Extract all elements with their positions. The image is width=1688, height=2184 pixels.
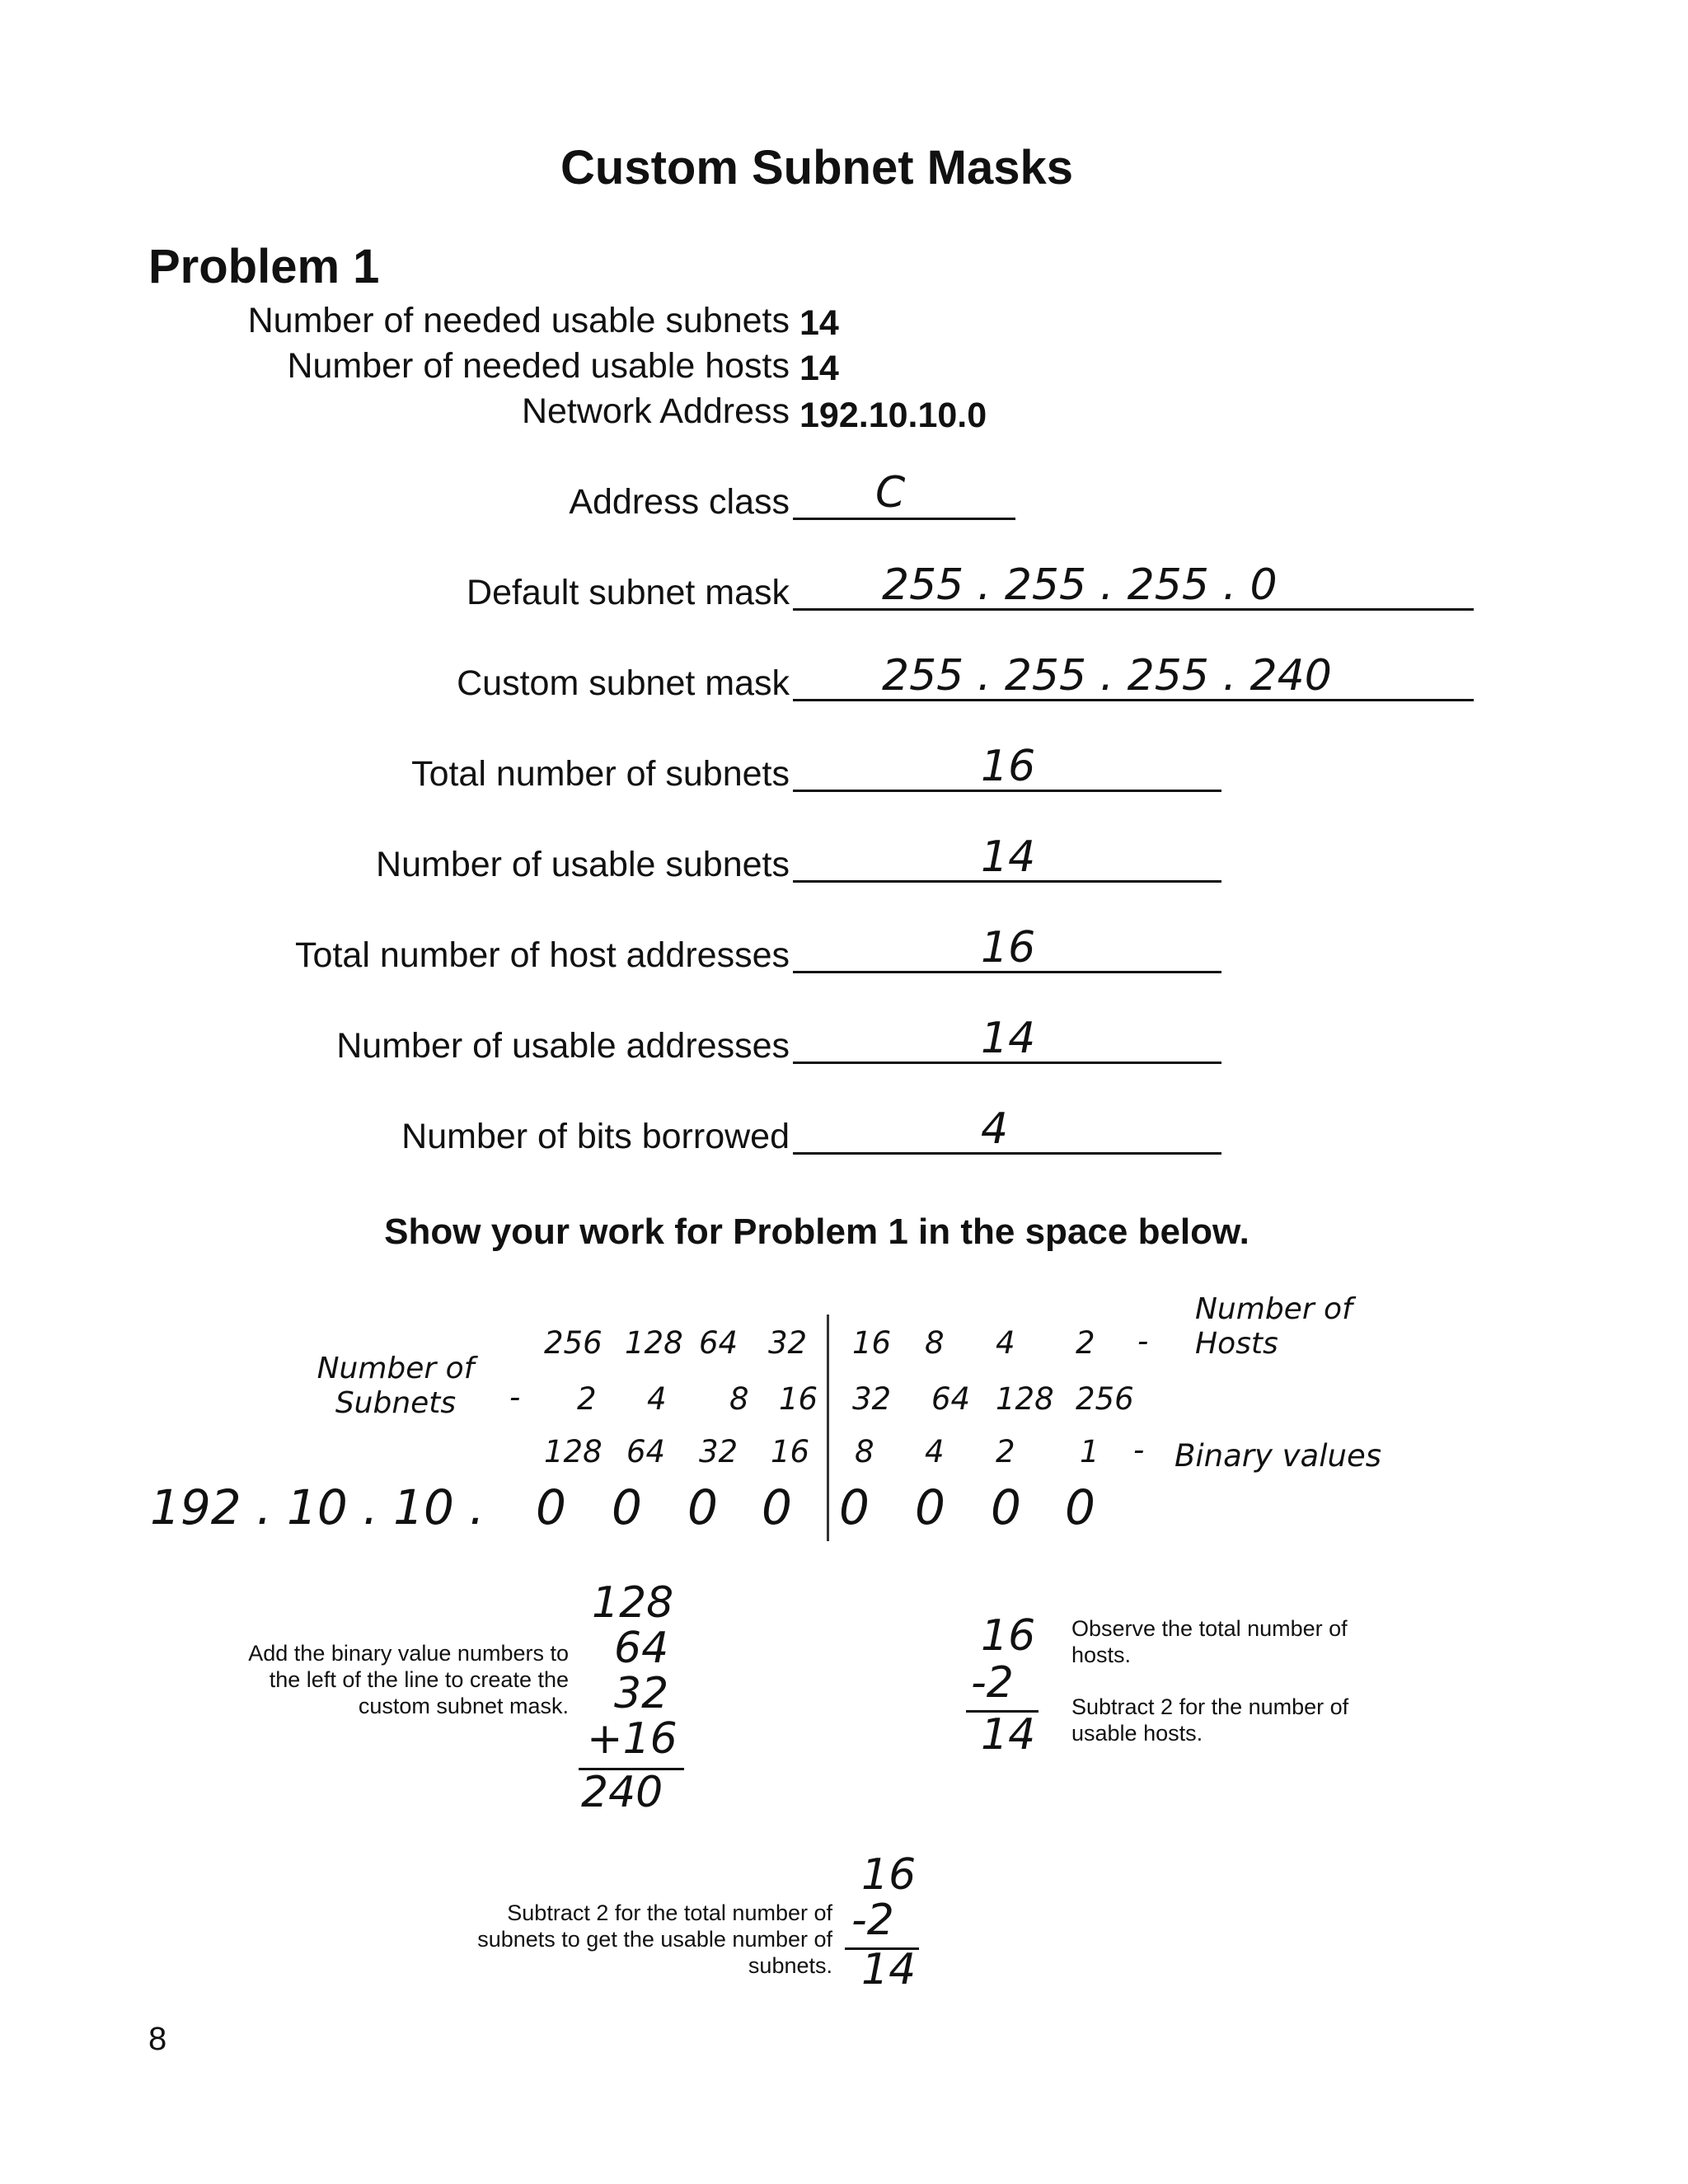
binary-value: 1 xyxy=(1080,1434,1100,1469)
usable-addresses-answer: 14 xyxy=(981,1014,1036,1063)
bit: 0 xyxy=(915,1479,945,1535)
answer-line xyxy=(793,518,1015,520)
custom-mask-label: Custom subnet mask xyxy=(457,663,790,703)
subnet-value: 32 xyxy=(852,1381,892,1417)
add-note: Add the binary value numbers to the left of the line to create the custom subnet mask. xyxy=(248,1641,569,1718)
subnets-note: Subtract 2 for the total number of subnets to get the usable number of subnets. xyxy=(477,1900,832,1978)
total-subnets-answer: 16 xyxy=(981,742,1036,791)
needed-subnets-label: Number of needed usable subnets xyxy=(247,301,790,340)
number-of-subnets-label: Number of Subnets xyxy=(316,1352,475,1420)
bit: 0 xyxy=(687,1479,718,1535)
bits-borrowed-label: Number of bits borrowed xyxy=(401,1117,790,1156)
sum-value: 64 xyxy=(614,1624,669,1673)
hosts-note-subtract: Subtract 2 for the number of usable hosts. xyxy=(1071,1694,1349,1746)
subnet-value: 8 xyxy=(729,1381,749,1417)
total-hosts-label: Total number of host addresses xyxy=(295,935,790,975)
top-value: 128 xyxy=(625,1325,683,1361)
hosts-calc-result: 14 xyxy=(981,1710,1036,1760)
subnet-value: 16 xyxy=(779,1381,818,1417)
sum-total: 240 xyxy=(581,1768,663,1817)
binary-value: 128 xyxy=(544,1434,603,1469)
hosts-calc-subtract: -2 xyxy=(971,1658,1014,1708)
total-hosts-answer: 16 xyxy=(981,923,1036,972)
network-address-label: Network Address xyxy=(521,391,790,431)
top-value: 4 xyxy=(996,1325,1015,1361)
bit: 0 xyxy=(612,1479,642,1535)
top-value: 8 xyxy=(925,1325,945,1361)
binary-value: 64 xyxy=(626,1434,666,1469)
custom-mask-answer: 255 . 255 . 255 . 240 xyxy=(882,651,1332,701)
subnets-calc-total: 16 xyxy=(861,1850,917,1900)
usable-subnets-answer: 14 xyxy=(981,832,1036,882)
default-mask-answer: 255 . 255 . 255 . 0 xyxy=(882,560,1278,610)
divider-line xyxy=(827,1315,829,1541)
show-work-heading: Show your work for Problem 1 in the space below. xyxy=(384,1212,1250,1252)
dash: - xyxy=(509,1380,521,1415)
hosts-calc-total: 16 xyxy=(981,1611,1036,1661)
subnet-value: 4 xyxy=(647,1381,667,1417)
address-class-label: Address class xyxy=(569,482,790,522)
bit: 0 xyxy=(839,1479,870,1535)
bit: 0 xyxy=(991,1479,1021,1535)
subnet-value: 128 xyxy=(996,1381,1054,1417)
needed-subnets-value: 14 xyxy=(799,303,839,343)
default-mask-label: Default subnet mask xyxy=(467,573,790,612)
hosts-note-observe: Observe the total number of hosts. xyxy=(1071,1616,1348,1667)
binary-values-label: Binary values xyxy=(1175,1438,1381,1474)
address-prefix: 192 . 10 . 10 . xyxy=(150,1479,485,1535)
top-value: 32 xyxy=(768,1325,808,1361)
page-number: 8 xyxy=(148,2021,167,2057)
sum-value: 128 xyxy=(592,1578,674,1628)
binary-value: 4 xyxy=(925,1434,945,1469)
subnet-value: 256 xyxy=(1076,1381,1134,1417)
number-of-hosts-label: Number of Hosts xyxy=(1195,1292,1353,1361)
problem-heading: Problem 1 xyxy=(148,240,380,293)
subnets-calc-result: 14 xyxy=(861,1945,917,1994)
sum-value: +16 xyxy=(587,1714,678,1764)
bit: 0 xyxy=(536,1479,566,1535)
bit: 0 xyxy=(762,1479,792,1535)
needed-hosts-value: 14 xyxy=(799,349,839,388)
needed-hosts-label: Number of needed usable hosts xyxy=(287,346,790,386)
dash: - xyxy=(1137,1324,1149,1359)
usable-subnets-label: Number of usable subnets xyxy=(376,845,790,884)
usable-addresses-label: Number of usable addresses xyxy=(336,1026,790,1066)
top-value: 16 xyxy=(852,1325,892,1361)
total-subnets-label: Total number of subnets xyxy=(411,754,790,794)
subnets-calc-subtract: -2 xyxy=(851,1896,894,1945)
dash: - xyxy=(1133,1432,1145,1468)
binary-value: 2 xyxy=(996,1434,1015,1469)
top-value: 256 xyxy=(544,1325,603,1361)
binary-value: 32 xyxy=(699,1434,738,1469)
bit: 0 xyxy=(1065,1479,1095,1535)
top-value: 2 xyxy=(1076,1325,1095,1361)
page-title: Custom Subnet Masks xyxy=(560,141,1073,194)
binary-value: 16 xyxy=(771,1434,810,1469)
subnet-value: 2 xyxy=(577,1381,597,1417)
binary-value: 8 xyxy=(855,1434,874,1469)
sum-value: 32 xyxy=(614,1669,669,1718)
address-class-answer: C xyxy=(875,468,906,518)
subnet-value: 64 xyxy=(931,1381,971,1417)
network-address-value: 192.10.10.0 xyxy=(799,396,987,435)
bits-borrowed-answer: 4 xyxy=(981,1104,1009,1154)
top-value: 64 xyxy=(699,1325,738,1361)
